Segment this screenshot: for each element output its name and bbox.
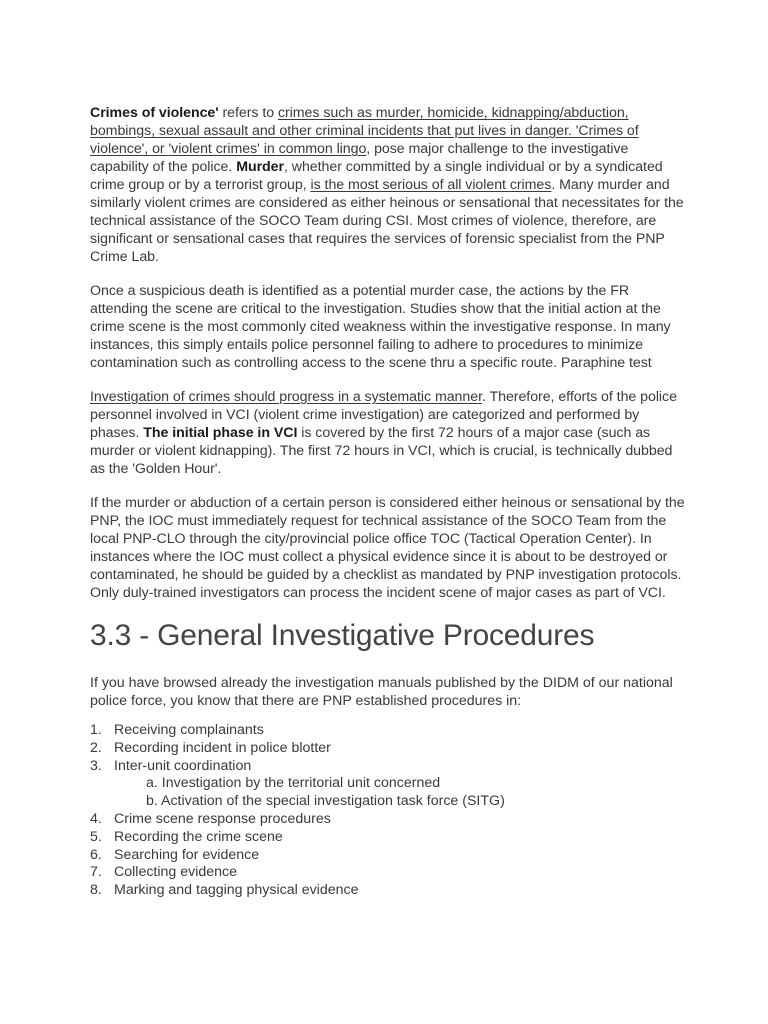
section-heading: 3.3 - General Investigative Procedures <box>90 619 595 652</box>
bold-term-murder: Murder <box>236 159 284 175</box>
list-item <box>90 722 690 740</box>
list-item <box>90 847 690 865</box>
text-span: . Many murder and similarly violent crimes are considered as either heinous or sensational that necessitates for the technical assistance of the SOCO Team during CSI. Most crimes of violence, therefore, are significant or sensational cases that requires the services of forensic specialist from the PNP Crime Lab. <box>90 177 684 265</box>
list-number: 1. <box>90 722 102 738</box>
bold-term-initial-phase: The initial phase in VCI <box>143 425 298 441</box>
bold-term-crimes-of-violence: Crimes of violence' <box>90 105 219 121</box>
underlined-most-serious: is the most serious of all violent crimes <box>310 177 552 193</box>
sub-list-item: a. Investigation by the territorial unit concerned <box>146 775 441 792</box>
text-span: refers to <box>218 105 278 121</box>
paragraph-heinous-sensational: If the murder or abduction of a certain person is considered either heinous or sensational by the PNP, the IOC must immediately request for technical assistance of the SOCO Team from the local PNP-CLO through the city/provincial police office TOC (Tactical Operation Center). In instances where the IOC must collect a physical evidence since it is about to be destroyed or contaminated, he should be guided by a checklist as mandated by PNP investigation protocols. Only duly-trained investigators can process the incident scene of major cases as part of VCI. <box>90 495 685 601</box>
list-item-text: Recording the crime scene <box>114 828 283 845</box>
list-number: 8. <box>90 882 102 899</box>
list-item <box>90 829 690 847</box>
list-item <box>90 864 690 882</box>
list-item-text: Recording incident in police blotter <box>114 739 331 756</box>
section-intro: If you have browsed already the investigation manuals published by the DIDM of our national police force, you know that there are PNP established procedures in: <box>90 675 673 709</box>
list-number: 2. <box>90 739 102 756</box>
document-page <box>90 104 690 900</box>
list-number: 7. <box>90 864 102 881</box>
paragraph-crimes-of-violence <box>90 104 690 266</box>
list-number: 6. <box>90 846 102 863</box>
paragraph-systematic-investigation <box>90 388 690 478</box>
list-item-text: Crime scene response procedures <box>114 810 331 827</box>
underlined-systematic-manner: Investigation of crimes should progress in a systematic manner <box>90 389 482 405</box>
list-item-text: Searching for evidence <box>114 846 260 863</box>
paragraph-suspicious-death: Once a suspicious death is identified as a potential murder case, the actions by the FR attending the scene are critical to the investigation. Studies show that the initial action at the crime scene is the most commonly cited weakness within the investigative response. In many instances, this simply entails police personnel failing to adhere to procedures to minimize contamination such as controlling access to the scene thru a specific route. Paraphine test <box>90 283 671 371</box>
text-span: is covered by the first 72 hours of a major case (such as murder or violent kidnapping). The first 72 hours in VCI, which is crucial, is technically dubbed as the 'Golden Hour'. <box>90 425 673 477</box>
list-number: 5. <box>90 828 102 845</box>
text-span: . Therefore, efforts of the police personnel involved in VCI (violent crime investigation) are categorized and performed by phases. <box>90 389 677 441</box>
list-item <box>90 740 690 758</box>
text-span: , pose major challenge to the investigative capability of the police. <box>90 141 629 175</box>
list-number: 4. <box>90 810 102 827</box>
list-item-text: Marking and tagging physical evidence <box>114 882 359 899</box>
list-item-text: Inter-unit coordination <box>114 757 252 774</box>
list-item <box>90 882 690 900</box>
procedure-list <box>90 722 690 900</box>
list-item <box>90 758 690 811</box>
list-item-text: Collecting evidence <box>114 864 238 881</box>
list-number: 3. <box>90 757 102 774</box>
sub-list-item: b. Activation of the special investigation task force (SITG) <box>146 793 505 810</box>
underlined-definition: crimes such as murder, homicide, kidnapping/abduction, bombings, sexual assault and other criminal incidents that put lives in danger. 'Crimes of violence', or 'violent crimes' in common lingo <box>90 105 639 157</box>
list-item-text: Receiving complainants <box>114 722 264 738</box>
sub-list <box>114 775 690 811</box>
text-span: , whether committed by a single individual or by a syndicated crime group or by a terrorist group, <box>90 159 663 193</box>
list-item <box>90 811 690 829</box>
